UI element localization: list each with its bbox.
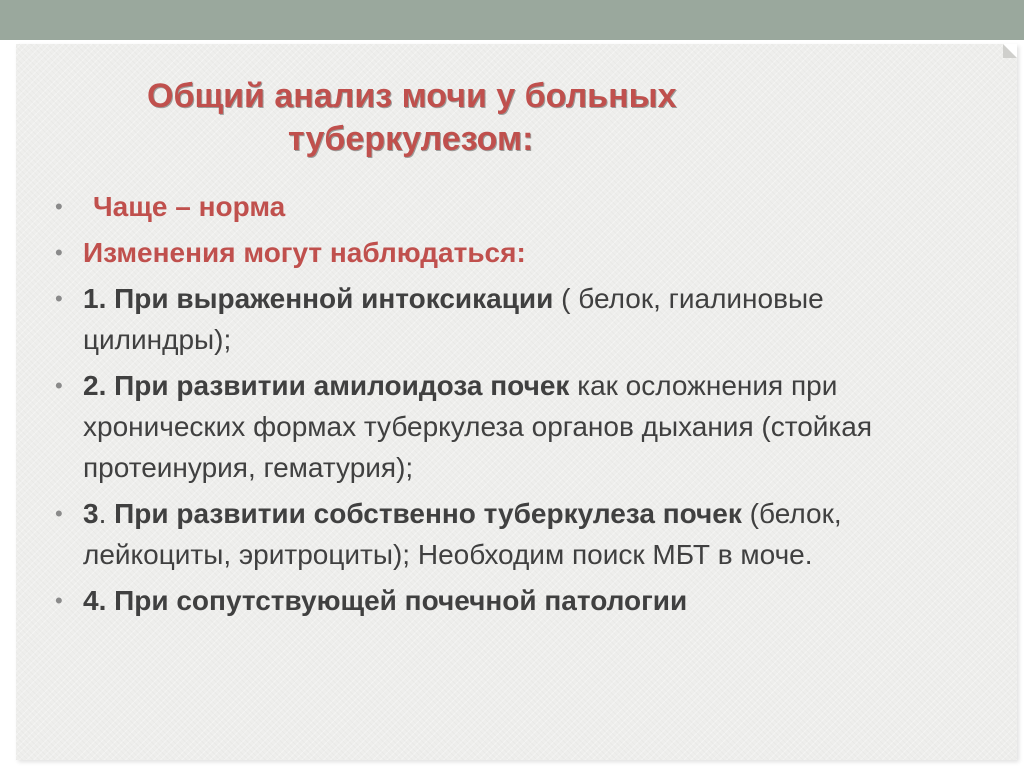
bullet-dot: • <box>55 501 63 526</box>
bullet-text: как осложнения при хронических формах туберкулеза органов дыхания (стойкая протеинурия, гематурия); <box>83 370 873 483</box>
list-item <box>55 580 955 621</box>
bullet-text: Чаще – норма <box>93 191 286 222</box>
list-item <box>55 493 955 575</box>
list-item <box>55 278 955 360</box>
bullet-separator: . <box>98 498 115 529</box>
page-fold-corner <box>1003 44 1017 58</box>
bullet-text: ( белок, гиалиновые цилиндры); <box>83 283 824 355</box>
bullet-number: 3 <box>83 498 99 529</box>
bullet-text: (белок, лейкоциты, эритроциты); Необходим поиск МБТ в моче. <box>83 498 842 570</box>
list-item <box>55 186 955 227</box>
list-item <box>55 365 955 488</box>
list-item <box>55 232 955 273</box>
bullet-bold-text: При развитии собственно туберкулеза почек <box>114 498 742 529</box>
bullet-dot: • <box>55 373 63 398</box>
bullet-bold-text: 2. При развитии амилоидоза почек <box>83 370 570 401</box>
bullet-dot: • <box>55 588 63 613</box>
bullet-dot: • <box>55 240 63 265</box>
top-bar <box>0 0 1024 40</box>
bullet-bold-text: 4. При сопутствующей почечной патологии <box>83 585 688 616</box>
bullet-dot: • <box>55 194 63 219</box>
bullet-dot: • <box>55 286 63 311</box>
bullet-bold-text: 1. При выраженной интоксикации <box>83 283 554 314</box>
bullet-list <box>55 186 955 626</box>
bullet-text: Изменения могут наблюдаться: <box>83 237 526 268</box>
